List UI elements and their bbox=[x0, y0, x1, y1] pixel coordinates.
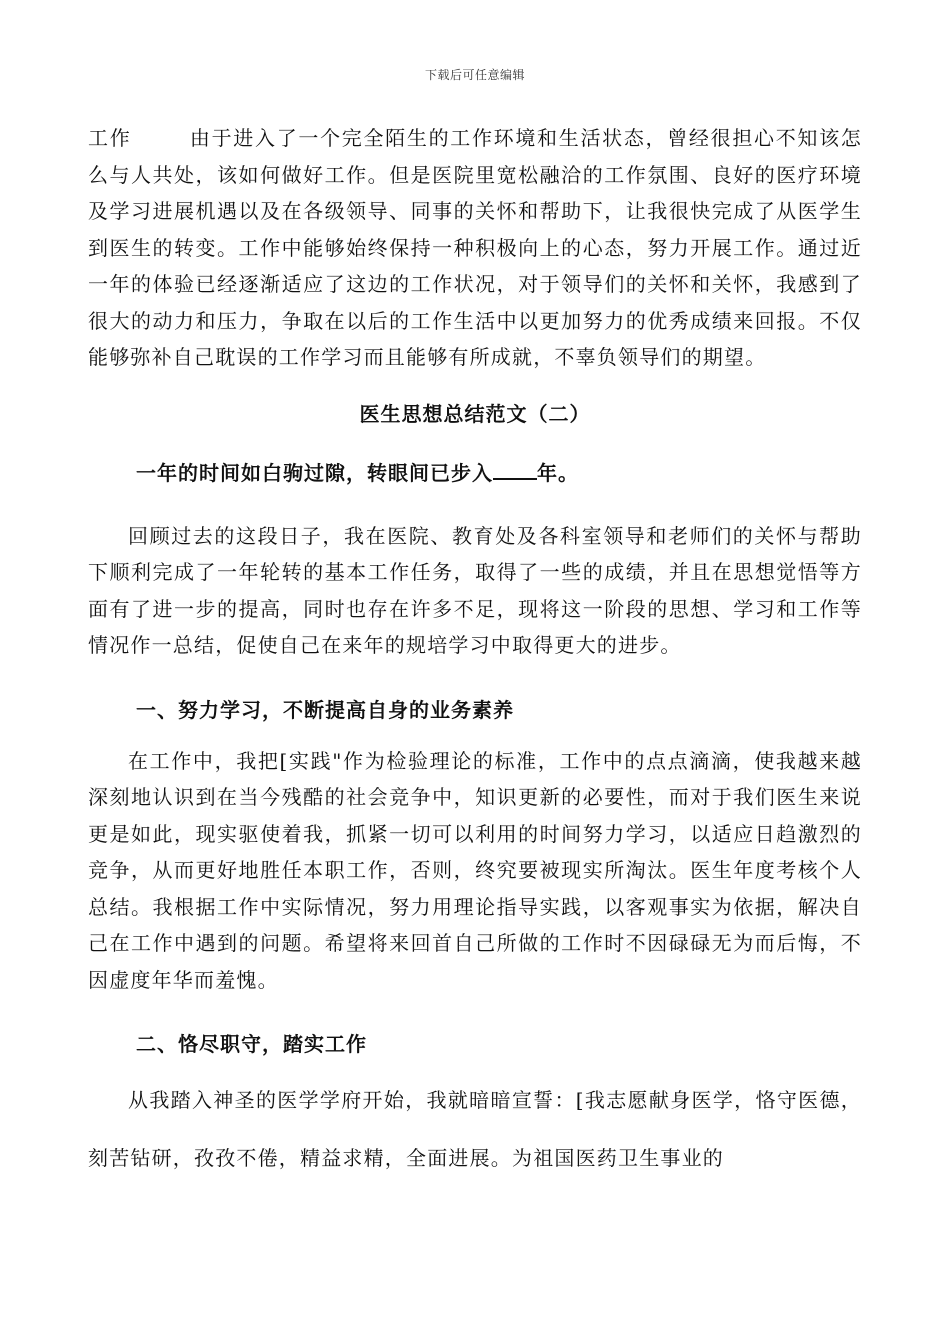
section1-text: 由于进入了一个完全陌生的工作环境和生活状态，曾经很担心不知该怎么与人共处，该如何做好工作。但是医院里宽松融洽的工作氛围、良好的医疗环境及学习进展机遇以及在各级领导、同事的关怀和帮助下，让我很快完成了从医学生到医生的转变。工作中能够始终保持一种积极向上的心态，努力开展工作。通过近一年的体验已经逐渐适应了这边的工作状况，对于领导们的关怀和关怀，我感到了很大的动力和压力，争取在以后的工作生活中以更加努力的优秀成绩来回报。不仅能够弥补自己耽误的工作学习而且能够有所成就，不辜负领导们的期望。 bbox=[88, 126, 863, 369]
intro-heading-suffix: 年。 bbox=[537, 460, 579, 485]
intro-heading bbox=[88, 457, 862, 486]
blank-underline bbox=[493, 460, 537, 480]
part1-paragraph: 在工作中，我把[实践"作为检验理论的标准，工作中的点点滴滴，使我越来越深刻地认识到在当今残酷的社会竞争中，知识更新的必要性，而对于我们医生来说更是如此，现实驱使着我，抓紧一切可以利用的时间努力学习，以适应日趋激烈的竞争，从而更好地胜任本职工作，否则，终究要被现实所淘汰。医生年度考核个人总结。我根据工作中实际情况，努力用理论指导实践，以客观事实为依据，解决自己在工作中遇到的问题。希望将来回首自己所做的工作时不因碌碌无为而后悔，不因虚度年华而羞愧。 bbox=[88, 748, 862, 992]
section1-lead-word: 工作 bbox=[88, 126, 132, 150]
intro-paragraph: 回顾过去的这段日子，我在医院、教育处及各科室领导和老师们的关怀与帮助下顺利完成了一年轮转的基本工作任务，取得了一些的成绩，并且在思想觉悟等方面有了进一步的提高，同时也存在许多不足，现将这一阶段的思想、学习和工作等情况作一总结，促使自己在来年的规培学习中取得更大的进步。 bbox=[88, 523, 862, 657]
document-body bbox=[88, 120, 862, 1187]
page-header: 下载后可任意编辑 bbox=[424, 68, 525, 82]
part2-heading: 二、恪尽职守，踏实工作 bbox=[136, 1032, 367, 1056]
part2-block bbox=[88, 1071, 862, 1187]
part2-paragraph: 从我踏入神圣的医学学府开始，我就暗暗宣誓：[我志愿献身医学，恪守医德，刻苦钻研，孜孜不倦，精益求精，全面进展。为祖国医药卫生事业的 bbox=[88, 1088, 862, 1170]
part1-heading: 一、努力学习，不断提高自身的业务素养 bbox=[136, 697, 514, 722]
intro-heading-text: 一年的时间如白驹过隙，转眼间已步入 bbox=[136, 460, 493, 485]
section1-paragraph bbox=[88, 120, 862, 376]
document-title: 医生思想总结范文（二） bbox=[359, 401, 591, 426]
